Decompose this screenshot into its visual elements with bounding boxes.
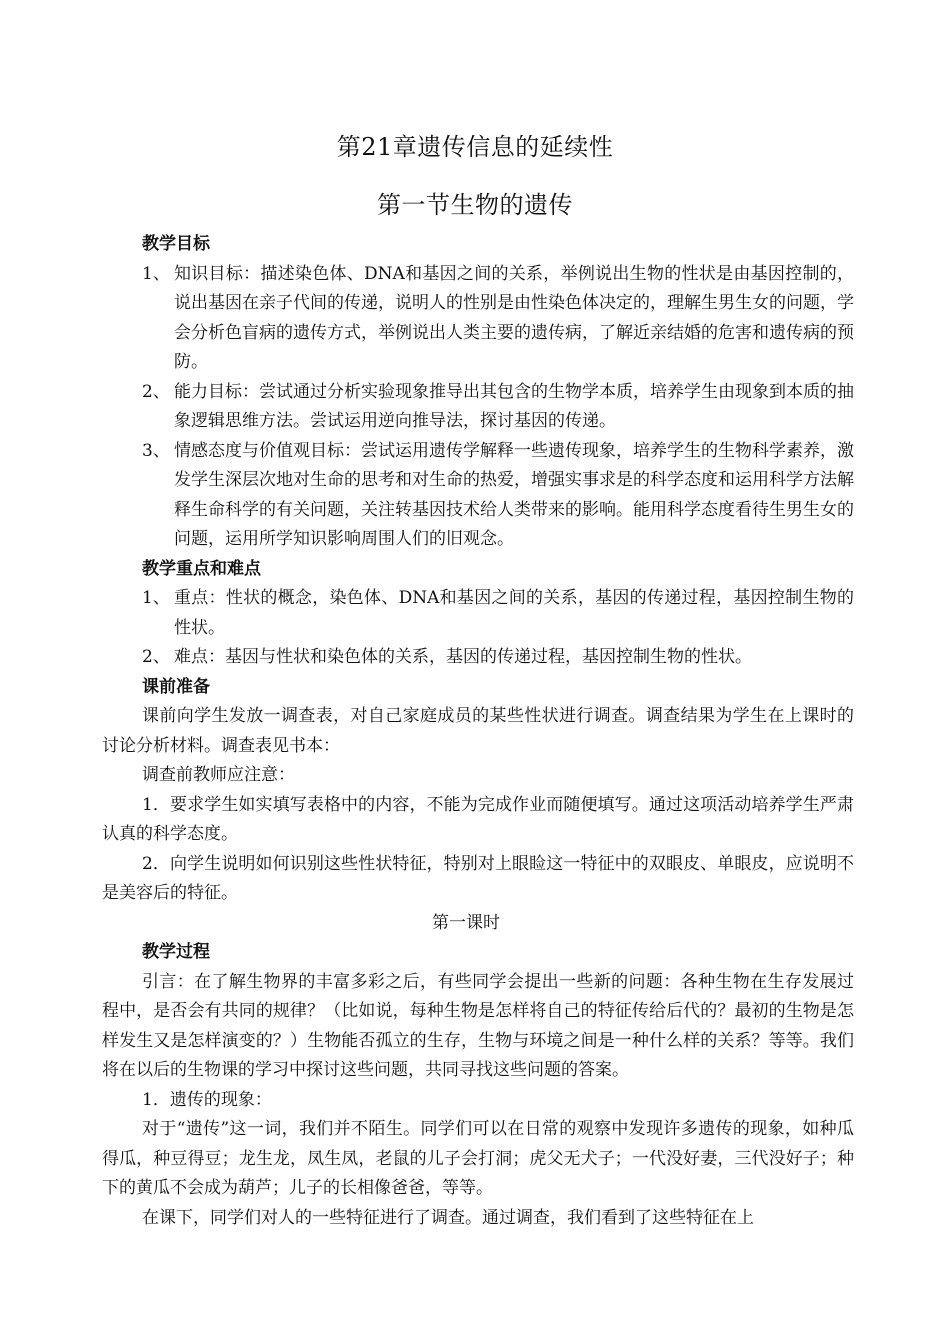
objective-number: 1、: [142, 263, 170, 284]
process-paragraph: 1．遗传的现象：: [142, 1089, 272, 1110]
process-heading: 教学过程: [142, 942, 210, 962]
key-points-heading: 教学重点和难点: [142, 558, 261, 579]
preparation-paragraph: 课前向学生发放一调查表，对自己家庭成员的某些性状进行调查。调查结果为学生在上课时的讨论分析材料。调查表见书本：: [102, 706, 854, 756]
process-paragraph: 引言：在了解生物界的丰富多彩之后，有些同学会提出一些新的问题：各种生物在生存发展过程中，是否会有共同的规律？（比如说，每种生物是怎样将自己的特征传给后代的？最初的生物是怎样发生又是怎样演变的？）生物能否孤立的生存，生物与环境之间是一种什么样的关系？等等。我们将在以后的生物课的学习中探讨这些问题，共同寻找这些问题的答案。: [102, 971, 854, 1080]
chapter-title: 第21章遗传信息的延续性: [336, 133, 614, 161]
document-body: [102, 230, 854, 1233]
objective-number: 2、: [142, 381, 170, 402]
preparation-paragraph: 2．向学生说明如何识别这些性状特征，特别对上眼睑这一特征中的双眼皮、单眼皮，应说明不是美容后的特征。: [102, 853, 854, 903]
preparation-paragraph: 1．要求学生如实填写表格中的内容，不能为完成作业而随便填写。通过这项活动培养学生严肃认真的科学态度。: [102, 794, 854, 844]
section-title: 第一节生物的遗传: [377, 191, 573, 219]
key-point-text: 重点：性状的概念，染色体、DNA和基因之间的关系，基因的传递过程，基因控制生物的性状。: [174, 588, 854, 638]
key-point-number: 2、: [142, 647, 170, 667]
key-point-text: 难点：基因与性状和染色体的关系，基因的传递过程，基因控制生物的性状。: [174, 647, 752, 667]
process-paragraph: 对于“遗传”这一词，我们并不陌生。同学们可以在日常的观察中发现许多遗传的现象，如种瓜得瓜，种豆得豆；龙生龙，凤生凤，老鼠的儿子会打洞；虎父无犬子；一代没好妻，三代没好子；种下的黄瓜不会成为葫芦；儿子的长相像爸爸，等等。: [102, 1119, 854, 1198]
objective-item-3: [102, 437, 854, 555]
objective-text: 知识目标：描述染色体、DNA和基因之间的关系，举例说出生物的性状是由基因控制的，说出基因在亲子代间的传递，说明人的性别是由性染色体决定的，理解生男生女的问题，学会分析色盲病的遗传方式，举例说出人类主要的遗传病，了解近亲结婚的危害和遗传病的预防。: [174, 263, 854, 372]
objective-text: 情感态度与价值观目标：尝试运用遗传学解释一些遗传现象，培养学生的生物科学素养，激发学生深层次地对生命的思考和对生命的热爱，增强实事求是的科学态度和运用科学方法解释生命科学的有关问题，关注转基因技术给人类带来的影响。能用科学态度看待生男生女的问题，运用所学知识影响周围人们的旧观念。: [174, 440, 854, 549]
objectives-heading: 教学目标: [142, 234, 210, 254]
lesson-label: 第一课时: [432, 912, 500, 933]
key-point-item-2: [102, 643, 854, 673]
preparation-heading: 课前准备: [142, 676, 210, 697]
objective-item-1: [102, 260, 854, 378]
objective-text: 能力目标：尝试通过分析实验现象推导出其包含的生物学本质，培养学生由现象到本质的抽象逻辑思维方法。尝试运用逆向推导法，探讨基因的传递。: [174, 381, 854, 431]
objective-item-2: [102, 378, 854, 437]
objective-number: 3、: [142, 440, 170, 461]
process-paragraph: 在课下，同学们对人的一些特征进行了调查。通过调查，我们看到了这些特征在上: [142, 1207, 754, 1228]
preparation-paragraph: 调查前教师应注意：: [142, 765, 295, 785]
key-point-number: 1、: [142, 588, 170, 608]
key-point-item-1: [102, 584, 854, 643]
